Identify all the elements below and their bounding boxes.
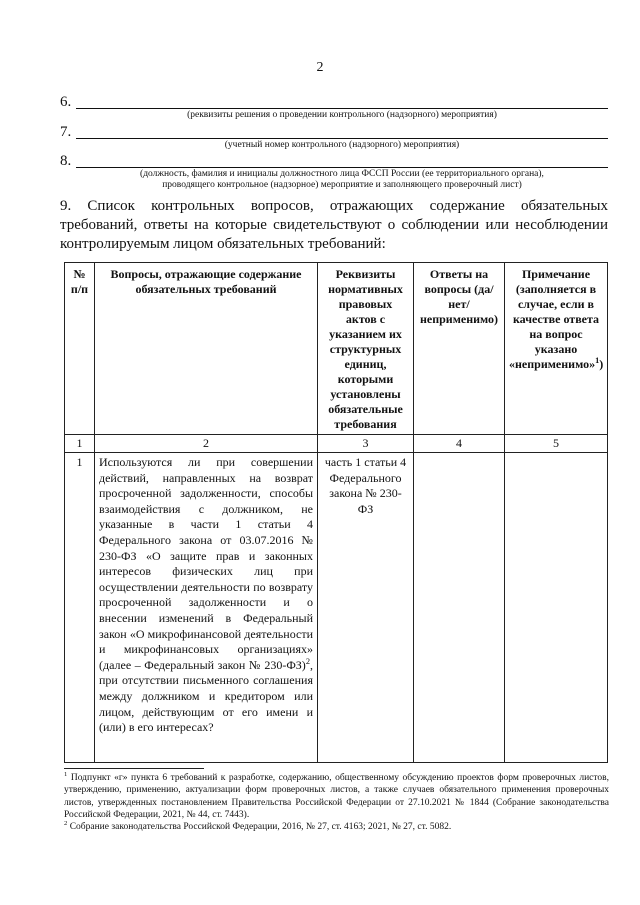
column-index: 2	[95, 435, 318, 453]
column-index: 4	[414, 435, 505, 453]
header-note-text: Примечание (заполняется в случае, если в качестве ответа на вопрос указано «неприменимо»	[509, 267, 600, 371]
column-index: 1	[65, 435, 95, 453]
field-7	[60, 124, 608, 154]
footnote-1	[64, 772, 609, 821]
header-questions: Вопросы, отражающие содержание обязательных требований	[95, 263, 318, 435]
footnote-2	[64, 821, 609, 833]
table-header-row	[65, 263, 608, 435]
fill-line	[76, 108, 608, 109]
row-note[interactable]	[505, 453, 608, 763]
column-index: 5	[505, 435, 608, 453]
fill-line	[76, 167, 608, 168]
footnote-marker: 2	[64, 820, 68, 828]
footnote-text: Собрание законодательства Российской Федерации, 2016, № 27, ст. 4163; 2021, № 27, ст. 5082.	[69, 822, 452, 833]
header-note	[505, 263, 608, 435]
footnote-ref-2: 2	[305, 656, 310, 666]
question-text: Используются ли при совершении действий, направленных на возврат просроченной задолженности, способы взаимодействия с должником, не указанные в части 1 статьи 4 Федерального закона от 03.07.2016 № 230-ФЗ «О защите прав и законных интересов физических лиц при осуществлении деятельности по возврату просроченной задолженности и о внесении изменений в Федеральный закон «О микрофинансовой деятельности и микрофинансовых организациях» (далее – Федеральный закон № 230-ФЗ)	[99, 455, 313, 672]
checklist-intro: 9. Список контрольных вопросов, отражающих содержание обязательных требований, ответы на которые свидетельствуют о соблюдении или несоблюдении контролируемым лицом обязательных требований:	[60, 198, 608, 252]
field-caption: (должность, фамилия и инициалы должностного лица ФССП России (ее территориального органа), проводящего контрольное (надзорное) мероприятие и заполняющего проверочный лист)	[140, 169, 544, 191]
footnote-ref-1: 1	[595, 356, 600, 365]
field-6	[60, 94, 608, 124]
page-number: 2	[316, 60, 324, 75]
footnote-text: Подпункт «г» пункта 6 требований к разработке, содержанию, общественному обсуждению проектов форм проверочных листов, утверждению, применению, актуализации форм проверочных листов, а также случаев обязательного применения проверочных листов, утвержденных постановлением Правительства Российской Федерации от 27.10.2021 № 1844 (Собрание законодательства Российской Федерации, 2021, № 44, ст. 7443).	[64, 773, 610, 820]
fill-line	[76, 138, 608, 139]
column-index-row	[65, 435, 608, 453]
column-index: 3	[318, 435, 414, 453]
footnote-separator	[64, 768, 204, 769]
table-row	[65, 453, 608, 763]
header-note-tail: )	[599, 357, 604, 371]
field-caption: (учетный номер контрольного (надзорного) мероприятия)	[224, 140, 460, 150]
row-reference: часть 1 статьи 4 Федерального закона № 230-ФЗ	[318, 453, 414, 763]
row-question	[95, 453, 318, 763]
field-number: 7.	[60, 124, 72, 140]
field-caption: (реквизиты решения о проведении контрольного (надзорного) мероприятия)	[187, 110, 497, 120]
row-number: 1	[65, 453, 95, 763]
footnote-marker: 1	[64, 770, 68, 778]
header-number: № п/п	[65, 263, 95, 435]
checklist-table	[64, 262, 608, 763]
header-answers: Ответы на вопросы (да/нет/ неприменимо)	[414, 263, 505, 435]
field-number: 6.	[60, 94, 72, 110]
footnotes	[64, 772, 609, 833]
field-8	[60, 153, 608, 193]
header-references: Реквизиты нормативных правовых актов с указанием их структурных единиц, которыми установлены обязательные требования	[318, 263, 414, 435]
field-number: 8.	[60, 153, 72, 169]
row-answer[interactable]	[414, 453, 505, 763]
question-text-tail: , при отсутствии письменного соглашения между должником и кредитором или лицом, действующим от его имени и (или) в его интересах?	[99, 657, 313, 735]
